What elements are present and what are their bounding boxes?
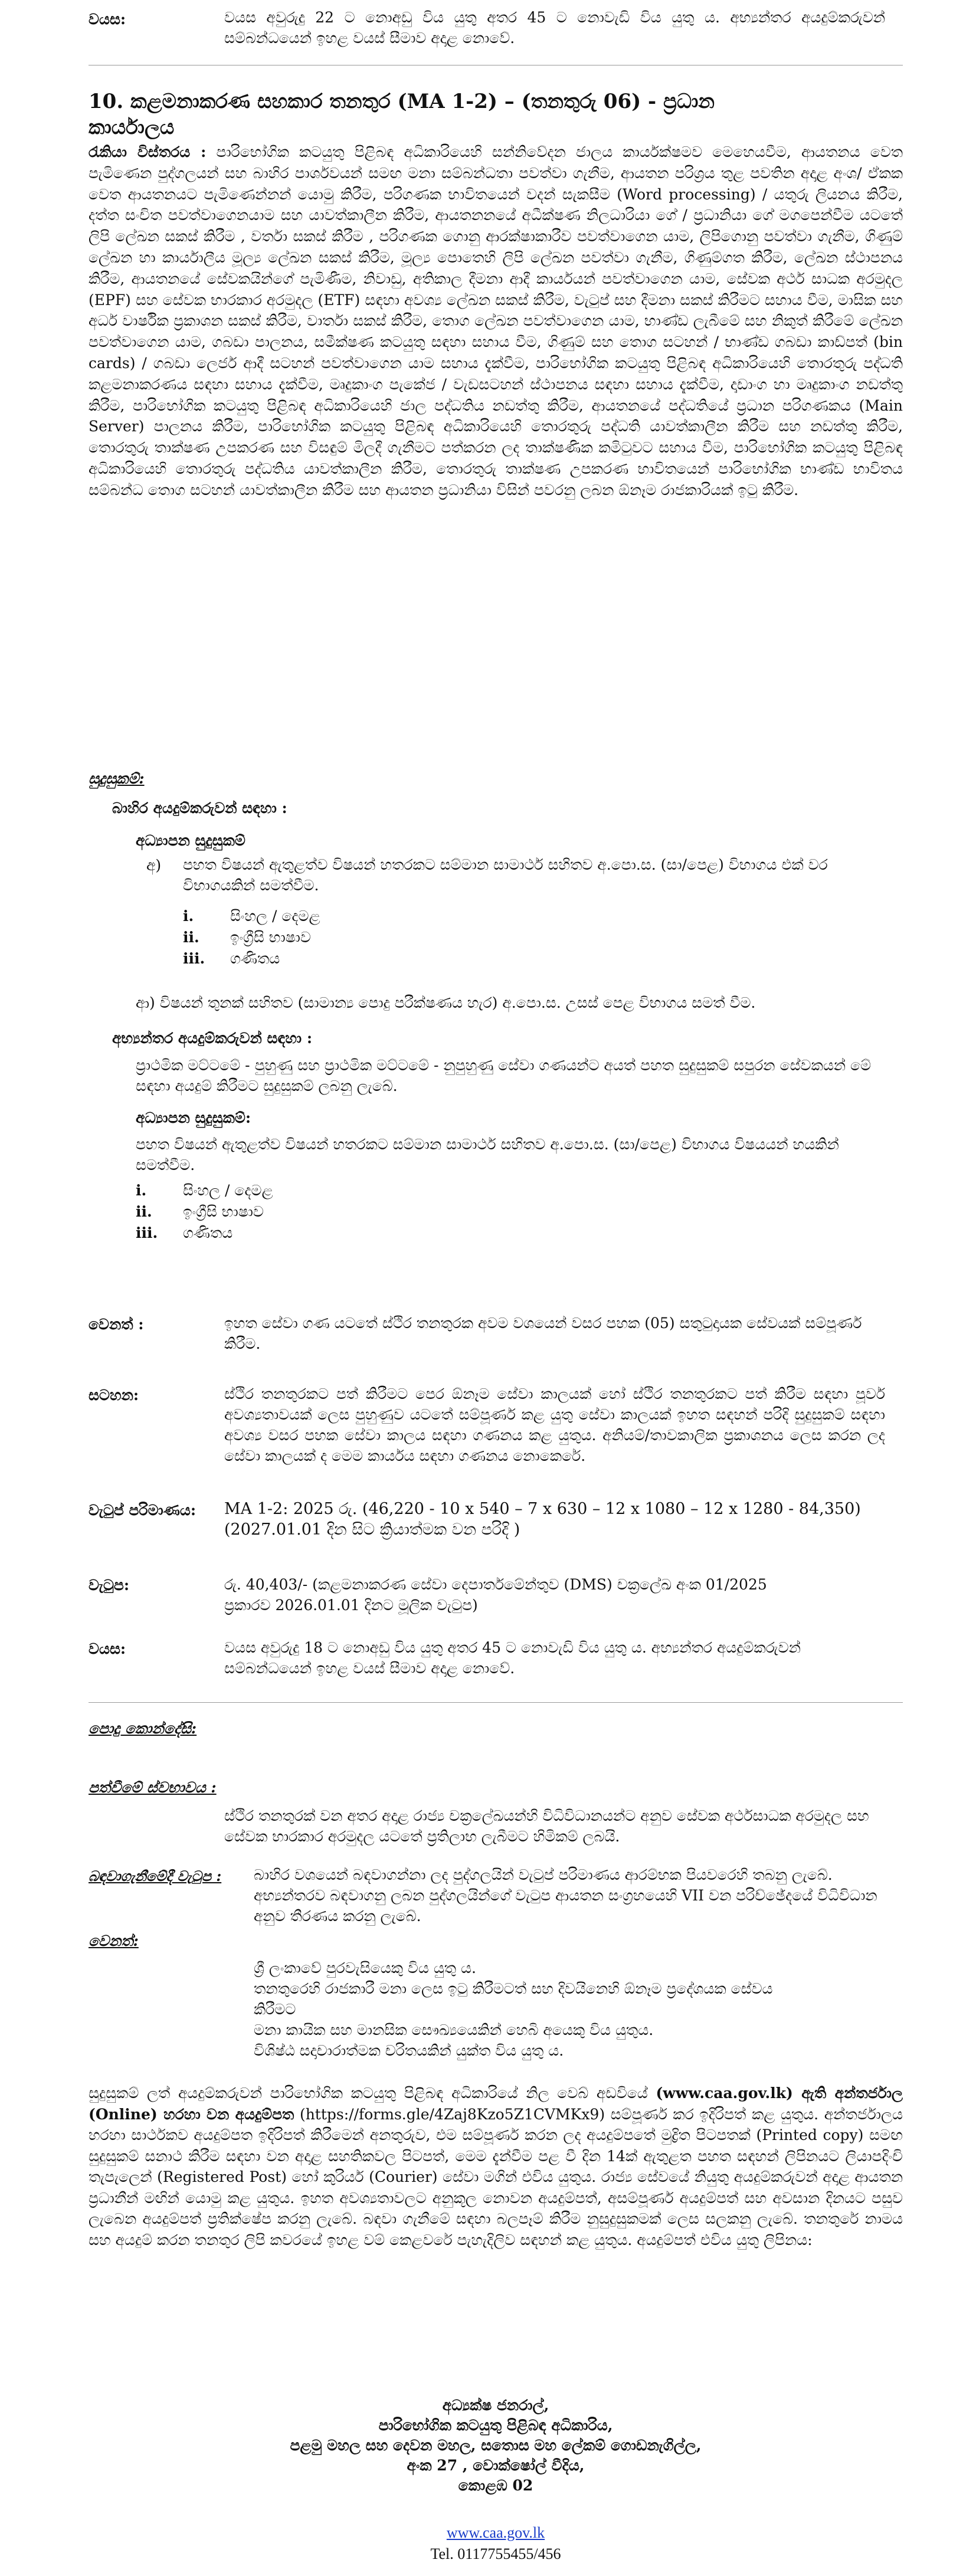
section-10-heading — [89, 89, 903, 140]
subject-list — [183, 906, 596, 969]
recruitment-salary-text: බාහිර වශයෙන් බඳවාගන්නා ලද පුද්ගලයින් වැටුප් පරිමාණය ආරම්භක පියවරෙහි තබනු ලැබේ. අභ්‍යන්තරව බඳවාගනු ලබන පුද්ගලයින්ගේ වැටුප ආයතන සංග්‍රහයෙහි VII වන පරිච්ඡේදයේ විධිවිධාන අනුව තීරණය කරනු ලැබේ. — [254, 1866, 877, 1925]
salary-label: වැටුප: — [89, 1577, 130, 1594]
age-text: වයස අවුරුදු 18 ට නොඅඩු විය යුතු අතර 45 ට නොවැඩි විය යුතු ය. අභ්‍යන්තර අයදුම්කරුවන් සම්බන්ධයෙන් ඉහළ වයස් සීමාව අදාළ නොවේ. — [224, 1639, 801, 1677]
condition-line: ශ්‍රී ලංකාවේ පුරවැසියෙකු විය යුතු ය. — [254, 1959, 476, 1977]
edu-a-text: පහත විෂයන් ඇතුළත්ව විෂයන් හතරකට සම්මාන සාමාර්ථ සහිතව අ.පො.ස. (සා/පෙළ) විභාගය එක් වර විභාගයකින් සමත්වීම. — [183, 856, 828, 894]
subject-item — [136, 1223, 549, 1244]
section-10-heading-line1: 10. කළමනාකරණ සහකාර තනතුර (MA 1-2) – (තනතුරු 06) - ප්‍රධාන — [89, 90, 715, 113]
postal-address — [89, 2395, 903, 2496]
subject-name: ඉංග්‍රීසි භාෂාව — [230, 929, 311, 946]
condition-line: මනා කායික සහ මානසික සෞඛ්‍යයෙකින් හෙබි අයෙකු විය යුතුය. — [254, 2021, 654, 2038]
address-line: කොළඹ 02 — [458, 2477, 533, 2494]
website-link[interactable]: www.caa.gov.lk — [446, 2524, 545, 2541]
roman-numeral: ii. — [183, 929, 199, 946]
form-instructions: (https://forms.gle/4Zaj8Kzo5Z1CVMKx9) සම්පූර්ණ කර ඉදිරිපත් කළ යුතුය. අන්තර්ජාලය හරහා සාර්ථකව අයදුම්පත ඉදිරිපත් කිරීමෙන් අනතුරුව, එම සම්පූර්ණ කරන ලද අයදුම්පතේ මුද්‍රිත පිටපතක් (Printed copy) සමඟ සුදුසුකම් සනාථ කිරීම සඳහා වන අදාළ සහතිකවල පිටපත්, මෙම දැන්වීම පළ වී දින 14ක් ඇතුළත පහත සඳහන් ලිපිනයට ලියාපදිංචි තැපැලෙන් (Registered Post) හෝ කුරියර් (Courier) සේවා මගින් එවිය යුතුය. රාජ්‍ය සේවයේ නියුතු අයදුම්කරුවන් අදාළ ආයතන ප්‍රධානීන් මඟින් යොමු කළ යුතුය. ඉහත අවශ්‍යතාවලට අනුකූල නොවන අයදුම්පත්, අසම්පූර්ණ අයදුම්පත් සහ අවසාන දිනයට පසුව ලැබෙන අයදුම්පත් ප්‍රතික්ෂේප කරනු ලැබේ. බඳවා ගැනීමේ සඳහා බලපෑම් කිරීම නුසුදුසුකමක් ලෙස සලකනු ලැබේ. තනතුරේ නාමය සහ අයදුම් කරන තනතුර ලිපි කවරයේ ඉහළ වම් කෙළවරේ පැහැදිලිව සඳහන් කළ යුතුය. අයදුම්පත් එවිය යුතු ලිපිනය: — [89, 2105, 903, 2249]
subject-item — [183, 948, 596, 969]
top-age-text: වයස අවුරුදු 22 ට නොඅඩු විය යුතු අතර 45 ට නොවැඩි විය යුතු ය. අභ්‍යන්තර අයදුම්කරුවන් සම්බන්ධයෙන් ඉහළ වයස් සීමාව අදාළ නොවේ. — [224, 9, 885, 47]
subject-item — [183, 906, 596, 927]
salary-scale-label: වැටුප් පරිමාණය: — [89, 1502, 196, 1519]
external-applicants-label: බාහිර අයදුම්කරුවන් සඳහා : — [112, 799, 287, 817]
qualifications-label: සුදුසුකම්: — [89, 770, 145, 787]
salary-scale-value — [224, 1499, 903, 1540]
recruitment-salary-label: බඳවාගැනීමේදී වැටුප : — [89, 1867, 222, 1885]
roman-numeral: iii. — [136, 1224, 158, 1241]
other-conditions-label: වෙනත්: — [89, 1932, 139, 1949]
address-line: අධ්‍යක්ෂ ජනරාල්, — [442, 2397, 549, 2414]
roman-numeral: iii. — [183, 950, 205, 967]
salary-value — [224, 1574, 903, 1615]
general-conditions-label: පොදු කොන්දේසි: — [89, 1720, 197, 1737]
salary-line2: ප්‍රකාරව 2026.01.01 දිනට මූලික වැටුප) — [224, 1597, 478, 1614]
address-line: පාරිභෝගික කටයුතු පිළිබඳ අධිකාරිය, — [378, 2417, 613, 2434]
nature-of-appointment-text: ස්ථිර තනතුරක් වන අතර අදාළ රාජ්‍ය චක්‍රලේඛයන්හි විධිවිධානයන්ට අනුව සේවක අර්ථසාධක අරමුදල සහ සේවක භාරකාර අරමුදල යටතේ ප්‍රතිලාභ ලැබීමට හිමිකම් ලබයි. — [224, 1807, 869, 1845]
roman-numeral: i. — [136, 1182, 147, 1199]
telephone: Tel. 0117755455/456 — [430, 2545, 561, 2562]
application-instructions — [89, 2083, 903, 2250]
duties-text: පාරිභෝගික කටයුතු පිළිබඳ අධිකාරියෙහි සන්නිවේදන ජාලය කාර්යක්ෂමව මෙහෙයවීම, ආයතනය වෙත පැමිණෙන පුද්ගලයන් සහ බාහිර පාර්ශවයන් සමඟ මනා සම්බන්ධතා පවත්වා ගැනීම, ආයතන පරිශ්‍රය තුළ පවතින අදාළ අංශ/ ඒකක වෙත ආයතනයට පැමිණෙන්නන් යොමු කිරීම, පරිගණක භාවිතයෙන් වදන් සැකසීම (Word processing) / යතුරු ලියනය කිරීම, දත්ත සංචිත පවත්වාගෙනයාම සහ යාවත්කාලීන කිරීම, ආයතනනයේ අධීක්ෂණ නිලධාරියා ගේ / ප්‍රධානියා ගේ මගපෙන්වීම යටතේ ලිපි ලේඛන සකස් කිරීම , වර්තා සකස් කිරීම , පරිගණක ගොනු ආරක්ෂාකාරීව පවත්වාගෙන යාම, ලිපිගොනු පවත්වා ගැනීම, ගිණුම් ලේඛන හා කාර්යාලීය මූල්‍ය ලේඛන සකස් කිරීම, මූල්‍ය පොතෙහි ලිපි ලේඛන පවත්වා ගැනීම, ගිණුම්ගත කිරීම, ලේඛන ස්ථාපනය කිරීම, ආයතනයේ සේවකයින්ගේ පැමිණීම, නිවාඩු, අතිකාල දීමනා ආදී කාර්යයන් පවත්වාගෙන යාම, සේවක අර්ථ සාධක අරමුදල (EPF) සහ සේවක භාරකාර අරමුදල (ETF) සඳහා අවශ්‍ය ලේඛන සකස් කිරීම, වැටුප් සහ දීමනා සකස් කිරීමට සහාය වීම, මාසික සහ අර්ධ වාර්ෂික ප්‍රකාශන සකස් කිරීම, වාර්තා සකස් කිරීම, තොග ලේඛන පවත්වාගෙන යාම, භාණ්ඩ ලැබීමේ සහ නිකුත් කිරීමේ ලේඛන පවත්වාගෙන යාම, ගබඩා පාලනය, සමීක්ෂණ කටයුතු සඳහා සහාය වීම, ගිණුම් සහ තොග සටහන් / භාණ්ඩ ගබඩා කාඩ්පත් (bin cards) / ගබඩා ලෙජර් ආදී සටහන් පවත්වාගෙන යාම සහාය දැක්වීම, පාරිභෝගික කටයුතු පිළිබඳ අධිකාරියෙහි තොරතුරු පද්ධති කළමනාකරණය සඳහා සහාය දැක්වීම, මෘදුකාංග පැකේජ / වැඩසටහන් ස්ථාපනය සඳහා සහාය දැක්වීම, දෘඩාංග හා මෘදුකාංග නඩත්තු කිරීම, පාරිභෝගික කටයුතු පිළිබඳ අධිකාරියෙහි ජාල පද්ධතිය නඩත්තු කිරීම, ආයතනයේ පද්ධතියේ ප්‍රධාන පරිගණකය (Main Server) පාලනය කිරීම, පාරිභෝගික කටයුතු පිළිබඳ අධිකාරියෙහි තොරතුරු පද්ධති යාවත්කාලීන කිරීම සහ නඩත්තු කිරීම, තොරතුරු තාක්ෂණ උපකරණ සහ විසඳුම් මිලදී ගැනීමට පත්කරන ලද තාක්ෂණික කමිටුවට සහාය වීම, පාරිභෝගික කටයුතු පිළිබඳ අධිකාරියෙහි තොරතුරු පද්ධතිය යාවත්කාලීන කිරීම, තොරතුරු තාක්ෂණ උපකරණ භාවිතයෙන් පාරිභෝගික භාණ්ඩ භාවිතය සම්බන්ධ තොග සටහන් යාවත්කාලීන කිරීම සහ ආයතන ප්‍රධානියා විසින් පවරනු ලබන ඕනෑම රාජකාරියක් ඉටු කිරීම. — [89, 143, 903, 499]
internal-edu-label: අධ්‍යාපන සුදුසුකම්: — [136, 1109, 251, 1126]
subject-name: ගණිතය — [230, 950, 280, 967]
top-age-label: වයස: — [89, 11, 126, 28]
subject-name: සිංහල / දෙමළ — [230, 907, 320, 925]
duties-paragraph — [89, 142, 903, 501]
address-line: පළමු මහල සහ දෙවන මහල, සතොස මහ ලේකම් ගොඩනැගිල්ල, — [290, 2437, 702, 2454]
condition-line: කිරීමට — [254, 2001, 296, 2018]
roman-numeral: i. — [183, 907, 194, 925]
other-label: වෙනත් : — [89, 1316, 144, 1333]
subject-name: සිංහල / දෙමළ — [183, 1182, 273, 1199]
edu-qualifications-label: අධ්‍යාපන සුදුසුකම් — [136, 832, 245, 849]
duties-label: රැකියා විස්තරය : — [89, 143, 207, 160]
application-intro: සුදුසුකම් ලත් අයදුම්කරුවන් පාරිභෝගික කටයුතු පිළිබඳ අධිකාරියේ නිල වෙබ් අඩවියේ — [89, 2085, 648, 2102]
website-footer — [89, 2524, 903, 2542]
subject-name: ගණිතය — [183, 1224, 233, 1241]
note-label: සටහන: — [89, 1387, 139, 1404]
internal-edu-text: පහත විෂයන් ඇතුළත්ව විෂයන් හතරකට සම්මාන සාමාර්ථ සහිතව අ.පො.ස. (සා/පෙළ) විභාගය විෂයයන් හයකින් සමත්වීම. — [136, 1136, 839, 1174]
website-reference: (www.caa.gov.lk) ඇති අන්තර්ජාල (Online) හරහා වන අයදුම්පත — [89, 2085, 903, 2123]
other-conditions-list — [254, 1958, 885, 2061]
internal-subject-list — [136, 1180, 549, 1244]
salary-scale-line2: (2027.01.01 දින සිට ක්‍රියාත්මක වන පරිදි ) — [224, 1520, 520, 1539]
salary-line1: රු. 40,403/- (කළමනාකරණ සේවා දෙපාර්තමේන්තුව (DMS) චක්‍රලේඛ අංක 01/2025 — [224, 1576, 767, 1593]
nature-of-appointment-label: පත්වීමේ ස්වභාවය : — [89, 1779, 217, 1796]
section-divider — [89, 1702, 903, 1703]
internal-applicants-text: ප්‍රාථමික මට්ටමේ - පුහුණු සහ ප්‍රාථමික මට්ටමේ - නුපුහුණු සේවා ගණයන්ට අයත් පහත සුදුසුකම් සපුරන සේවකයන් මේ සඳහා අයදුම් කිරීමට සුදුසුකම් ලබනු ලැබේ. — [136, 1057, 872, 1094]
condition-line: විශිෂ්ඨ සදාචාරාත්මක චරිතයකින් යුක්ත විය යුතු ය. — [254, 2042, 564, 2059]
internal-applicants-label: අභ්‍යන්තර අයදුම්කරුවන් සඳහා : — [112, 1030, 313, 1047]
subject-item — [136, 1201, 549, 1223]
note-text: ස්ථිර තනතුරකට පත් කිරීමට පෙර ඕනෑම සේවා කාලයක් හෝ ස්ථිර තනතුරකට පත් කිරීම සඳහා පූර්ව අවශ්‍යතාවයක් ලෙස පුහුණුව යටතේ සම්පූර්ණ කළ යුතු සේවා කාලයක් ඉහත සඳහන් පරිදි සුදුසුකම් සඳහා අවශ්‍ය වසර පහක සේවා කාලය සඳහා ගණනය කළ යුතුය. අනියම්/තාවකාලික ප්‍රකාශනය ලෙස කරන ලද සේවා කාලයක් ද මෙම කාර්යය සඳහා ගණනය නොකෙරේ. — [224, 1385, 885, 1464]
edu-a-marker: අ) — [146, 857, 162, 874]
salary-scale-line1: MA 1-2: 2025 රු. (46,220 - 10 x 540 – 7 x 630 – 12 x 1080 – 12 x 1280 - 84,350) — [224, 1500, 861, 1518]
subject-item — [136, 1180, 549, 1201]
edu-b-text: ආ) විෂයන් තුනක් සහිතව (සාමාන්‍ය පොදු පරීක්ෂණය හැර) අ.පො.ස. උසස් පෙළ විභාගය සමත් වීම. — [136, 994, 756, 1011]
roman-numeral: ii. — [136, 1203, 152, 1220]
other-text: ඉහත සේවා ගණ යටතේ ස්ථිර තනතුරක අවම වශයෙන් වසර පහක (05) සතුටුදායක සේවයක් සම්පූර්ණ කිරීම. — [224, 1315, 862, 1352]
address-line: අංක 27 , වොක්ෂෝල් වීදිය, — [407, 2457, 585, 2474]
age-label: වයස: — [89, 1640, 126, 1657]
subject-item — [183, 927, 596, 948]
section-10-heading-line2: කාර්යාලය — [89, 116, 175, 139]
subject-name: ඉංග්‍රීසි භාෂාව — [183, 1203, 264, 1220]
condition-line: තනතුරෙහි රාජකාරී මනා ලෙස ඉටු කිරීමටත් සහ දිවයිනෙහි ඕනෑම ප්‍රදේශයක සේවය — [254, 1980, 773, 1997]
